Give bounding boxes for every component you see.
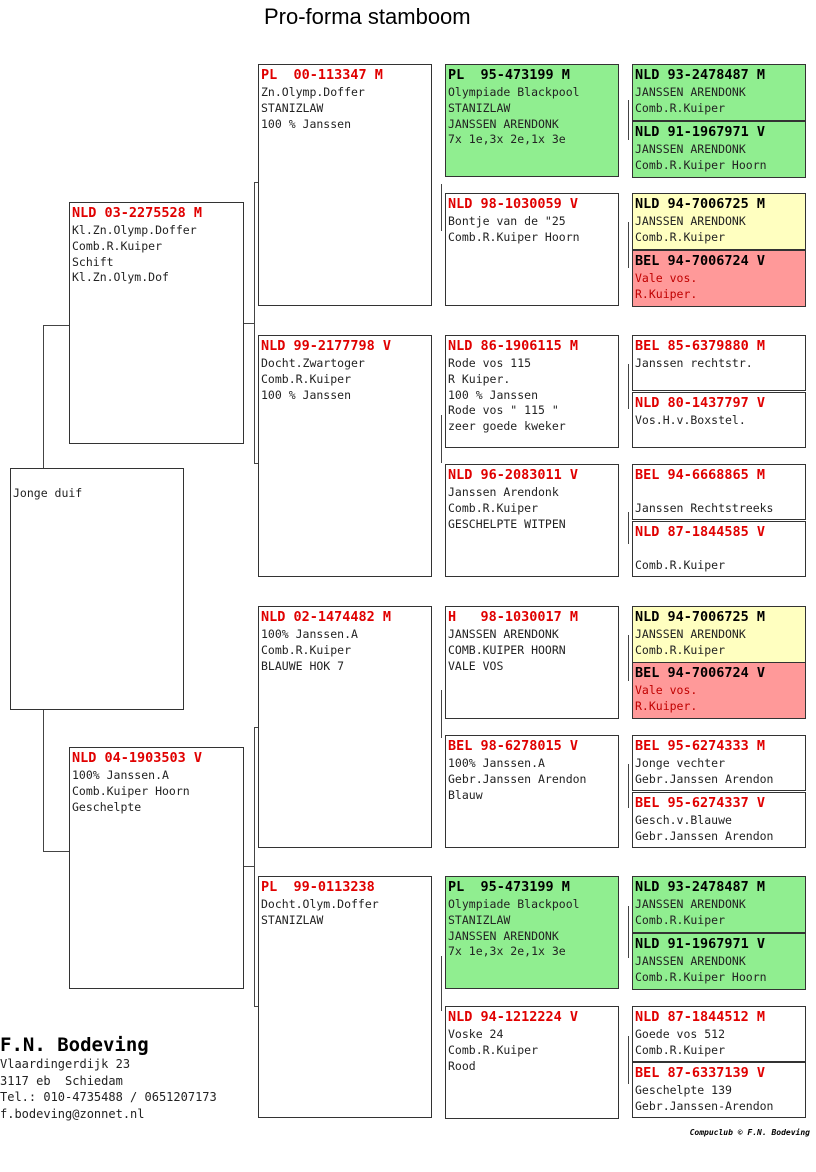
info-line: Goede vos 512 [635, 1027, 726, 1041]
ring-number: NLD 87-1844585 V [635, 524, 766, 540]
connector [628, 764, 629, 808]
info-line: Comb.R.Kuiper [448, 1042, 539, 1057]
info-line: JANSSEN ARENDONK [448, 627, 559, 641]
connector [43, 325, 70, 326]
info-line: Vale vos. [635, 271, 698, 285]
connector [243, 323, 254, 324]
pedigree-box-gen4-6[interactable] [632, 464, 806, 520]
pedigree-box-fff[interactable] [445, 64, 619, 177]
ring-number: BEL 85-6379880 M [635, 338, 766, 354]
subject-box[interactable] [10, 468, 184, 710]
pedigree-box-gen4-2[interactable] [632, 193, 806, 250]
pedigree-box-gen4-5[interactable] [632, 392, 806, 448]
info-line: Bontje van de "25 [448, 214, 566, 228]
breeder-city: 3117 eb Schiedam [0, 1073, 123, 1088]
connector [628, 222, 629, 268]
info-line: Jonge vechter [635, 756, 726, 770]
info-line: 100 % Janssen [448, 387, 539, 402]
info-line: Comb.R.Kuiper Hoorn [448, 229, 580, 244]
ring-number: BEL 95-6274337 V [635, 795, 766, 811]
pedigree-box-gen4-9[interactable] [632, 662, 806, 719]
pedigree-box-gen4-11[interactable] [632, 792, 806, 848]
info-line: COMB.KUIPER HOORN [448, 642, 566, 657]
info-line: 100 % Janssen [261, 387, 352, 402]
info-line: Olympiade Blackpool [448, 897, 580, 911]
connector [441, 184, 442, 231]
ring-number: NLD 99-2177798 V [261, 338, 392, 354]
info-line: Kl.Zn.Olym.Dof [72, 270, 169, 285]
subject-label: Jonge duif [13, 486, 83, 500]
info-line: Comb.R.Kuiper [635, 912, 726, 927]
info-line: Blauw [448, 787, 483, 802]
info-line: Rode vos " 115 " [448, 403, 559, 418]
info-line: VALE VOS [448, 658, 504, 673]
connector [628, 364, 629, 409]
info-line: JANSSEN ARENDONK [635, 954, 746, 968]
info-line: Zn.Olymp.Doffer [261, 85, 365, 99]
ring-number: NLD 03-2275528 M [72, 205, 203, 221]
info-line: JANSSEN ARENDONK [635, 627, 746, 641]
info-line: JANSSEN ARENDONK [635, 85, 746, 99]
connector [254, 182, 255, 464]
ring-number: PL 95-473199 M [448, 879, 570, 895]
pedigree-box-mmm[interactable] [445, 1006, 619, 1119]
info-line: Kl.Zn.Olymp.Doffer [72, 223, 197, 237]
ring-number: NLD 91-1967971 V [635, 936, 766, 952]
connector [441, 690, 442, 738]
ring-number: PL 00-113347 M [261, 67, 383, 83]
info-line: Geschelpte 139 [635, 1083, 732, 1097]
connector [628, 1036, 629, 1084]
connector [441, 956, 442, 1011]
ring-number: NLD 87-1844512 M [635, 1009, 766, 1025]
info-line: R.Kuiper. [635, 698, 698, 713]
page-title: Pro-forma stamboom [264, 4, 471, 29]
pedigree-box-gen4-4[interactable] [632, 335, 806, 391]
breeder-name: F.N. Bodeving [0, 1034, 149, 1056]
connector [441, 415, 442, 463]
info-line: JANSSEN ARENDONK [635, 214, 746, 228]
ring-number: NLD 94-1212224 V [448, 1009, 579, 1025]
breeder-email[interactable]: f.bodeving@zonnet.nl [0, 1106, 145, 1121]
ring-number: NLD 04-1903503 V [72, 750, 203, 766]
info-line: Comb.R.Kuiper [448, 500, 539, 515]
info-line: Olympiade Blackpool [448, 85, 580, 99]
info-line: Comb.R.Kuiper [72, 238, 163, 253]
info-line: Comb.R.Kuiper [635, 229, 726, 244]
info-line: JANSSEN ARENDONK [448, 116, 559, 131]
connector [243, 866, 254, 867]
info-line: Comb.R.Kuiper [635, 1042, 726, 1057]
pedigree-box-fmm[interactable] [445, 464, 619, 577]
pedigree-box-gen4-14[interactable] [632, 1006, 806, 1062]
ring-number: H 98-1030017 M [448, 609, 579, 625]
info-line: Comb.R.Kuiper [635, 642, 726, 657]
info-line: Geschelpte [72, 799, 142, 814]
info-line: 100% Janssen.A [448, 756, 545, 770]
ring-number: NLD 94-7006725 M [635, 196, 766, 212]
ring-number: BEL 94-7006724 V [635, 665, 766, 681]
info-line: Vos.H.v.Boxstel. [635, 413, 746, 427]
ring-number: NLD 93-2478487 M [635, 67, 766, 83]
info-line: Comb.R.Kuiper [635, 100, 726, 115]
info-line: STANIZLAW [261, 100, 324, 115]
info-line: JANSSEN ARENDONK [635, 142, 746, 156]
copyright: Compuclub © F.N. Bodeving [689, 1128, 810, 1137]
info-line: Docht.Zwartoger [261, 356, 365, 370]
ring-number: PL 95-473199 M [448, 67, 570, 83]
info-line: Comb.R.Kuiper [635, 558, 726, 572]
ring-number: NLD 02-1474482 M [261, 609, 392, 625]
ring-number: NLD 94-7006725 M [635, 609, 766, 625]
breeder-phone: Tel.: 010-4735488 / 0651207173 [0, 1090, 217, 1104]
ring-number: BEL 94-7006724 V [635, 253, 766, 269]
pedigree-box-ffm[interactable] [445, 193, 619, 306]
info-line: 7x 1e,3x 2e,1x 3e [448, 944, 566, 959]
info-line: Comb.Kuiper Hoorn [72, 783, 190, 798]
connector [43, 851, 70, 852]
ring-number: NLD 86-1906115 M [448, 338, 579, 354]
info-line: Gebr.Janssen Arendon [635, 828, 774, 843]
info-line: Comb.R.Kuiper [261, 642, 352, 657]
ring-number: NLD 93-2478487 M [635, 879, 766, 895]
info-line: Rood [448, 1058, 476, 1073]
connector [254, 727, 255, 1007]
connector [628, 512, 629, 544]
info-line: Comb.R.Kuiper Hoorn [635, 157, 767, 172]
pedigree-box-mf[interactable] [258, 606, 432, 848]
pedigree-box-gen4-12[interactable] [632, 876, 806, 933]
info-line: 100% Janssen.A [72, 768, 169, 782]
info-line: STANIZLAW [261, 912, 324, 927]
ring-number: NLD 91-1967971 V [635, 124, 766, 140]
info-line: Comb.R.Kuiper [261, 371, 352, 386]
info-line: STANIZLAW [448, 912, 511, 927]
pedigree-box-mff[interactable] [445, 606, 619, 719]
ring-number: BEL 94-6668865 M [635, 467, 766, 483]
pedigree-box-mother[interactable] [69, 747, 244, 989]
pedigree-box-gen4-7[interactable] [632, 521, 806, 577]
info-line: Comb.R.Kuiper Hoorn [635, 969, 767, 984]
info-line: Gebr.Janssen Arendon [635, 771, 774, 786]
pedigree-box-gen4-13[interactable] [632, 933, 806, 990]
ring-number: NLD 98-1030059 V [448, 196, 579, 212]
pedigree-box-gen4-8[interactable] [632, 606, 806, 663]
connector [43, 325, 44, 468]
pedigree-box-gen4-0[interactable] [632, 64, 806, 121]
pedigree-box-fm[interactable] [258, 335, 432, 577]
info-line: GESCHELPTE WITPEN [448, 516, 566, 531]
info-line: Gebr.Janssen Arendon [448, 771, 587, 786]
info-line: Docht.Olym.Doffer [261, 897, 379, 911]
info-line: BLAUWE HOK 7 [261, 658, 345, 673]
ring-number: NLD 80-1437797 V [635, 395, 766, 411]
pedigree-box-ff[interactable] [258, 64, 432, 306]
ring-number: PL 99-0113238 [261, 879, 375, 895]
connector [628, 906, 629, 958]
connector [628, 100, 629, 140]
info-line: Gesch.v.Blauwe [635, 813, 732, 827]
pedigree-box-mm[interactable] [258, 876, 432, 1118]
pedigree-box-gen4-15[interactable] [632, 1062, 806, 1118]
connector [43, 709, 44, 852]
info-line: 7x 1e,3x 2e,1x 3e [448, 132, 566, 147]
info-line: STANIZLAW [448, 100, 511, 115]
pedigree-box-gen4-1[interactable] [632, 121, 806, 178]
pedigree-box-gen4-10[interactable] [632, 735, 806, 791]
breeder-info [0, 1034, 217, 1122]
pedigree-box-mfm[interactable] [445, 735, 619, 848]
info-line: Janssen rechtstr. [635, 356, 753, 370]
pedigree-box-father[interactable] [69, 202, 244, 444]
info-line: Janssen Rechtstreeks [635, 501, 774, 515]
info-line: Vale vos. [635, 683, 698, 697]
info-line: zeer goede kweker [448, 419, 566, 434]
info-line: Schift [72, 254, 114, 269]
connector [628, 635, 629, 681]
ring-number: BEL 95-6274333 M [635, 738, 766, 754]
info-line: R.Kuiper. [635, 286, 698, 301]
ring-number: BEL 98-6278015 V [448, 738, 579, 754]
pedigree-box-fmf[interactable] [445, 335, 619, 448]
info-line: Voske 24 [448, 1027, 504, 1041]
pedigree-box-gen4-3[interactable] [632, 250, 806, 307]
info-line: Rode vos 115 [448, 356, 532, 370]
info-line: Gebr.Janssen-Arendon [635, 1098, 774, 1113]
ring-number: NLD 96-2083011 V [448, 467, 579, 483]
ring-number: BEL 87-6337139 V [635, 1065, 766, 1081]
info-line: Janssen Arendonk [448, 485, 559, 499]
info-line: 100% Janssen.A [261, 627, 358, 641]
info-line: R Kuiper. [448, 371, 511, 386]
info-line: 100 % Janssen [261, 116, 352, 131]
info-line: JANSSEN ARENDONK [448, 928, 559, 943]
pedigree-box-mmf[interactable] [445, 876, 619, 989]
info-line: JANSSEN ARENDONK [635, 897, 746, 911]
breeder-address: Vlaardingerdijk 23 [0, 1057, 131, 1071]
